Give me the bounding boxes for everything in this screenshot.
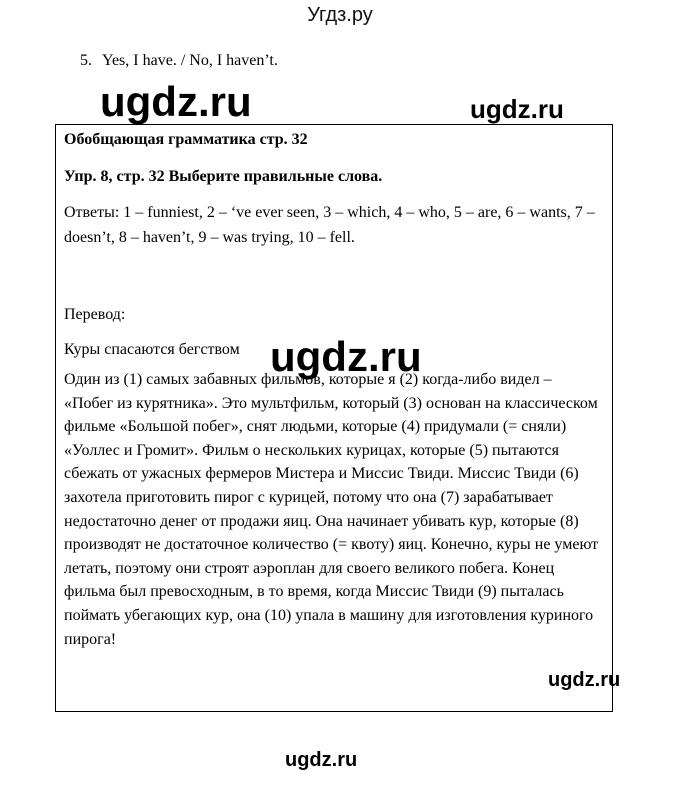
watermark-logo: ugdz.ru	[285, 749, 358, 771]
answers-text: Ответы: 1 – funniest, 2 – ‘ve ever seen, 3 – which, 4 – who, 5 – are, 6 – wants, 7 – doesn’t, 8 – haven’t, 9 – was trying, 10 – fell.	[64, 204, 595, 246]
watermark-logo: ugdz.ru	[100, 78, 252, 125]
answer-box	[55, 124, 613, 712]
previous-answer-text: Yes, I have. / No, I haven’t.	[102, 52, 278, 69]
watermark-logo: ugdz.ru	[548, 669, 621, 691]
translation-heading: Куры спасаются бегством	[64, 341, 240, 358]
watermark-logo: ugdz.ru	[270, 333, 422, 380]
watermark-logo: ugdz.ru	[470, 94, 564, 124]
translation-label: Перевод:	[64, 306, 126, 323]
translation-body: Один из (1) самых забавных фильмов, которые я (2) когда-либо видел – «Побег из курятника». Это мультфильм, который (3) основан на классическом фильме «Большой побег», снят людьми, которые (4) придумали (= сняли) «Уоллес и Громит». Фильм о нескольких курицах, которые (5) пытаются сбежать от ужасных фермеров Мистера и Миссис Твиди. Миссис Твиди (6) захотела приготовить пирог с курицей, потому что она (7) зарабатывает недостаточно денег от продажи яиц. Она начинает убивать кур, которые (8) производят не достаточное количество (= квоту) яиц. Конечно, куры не умеют летать, поэтому они строят аэроплан для своего великого побега. Конец фильма был превосходным, в то время, когда Миссис Твиди (9) пыталась поймать убегающих кур, она (10) упала в машину для изготовления куриного пирога!	[64, 371, 599, 648]
previous-answer-item	[80, 52, 278, 70]
exercise-title: Упр. 8, стр. 32 Выберите правильные слова.	[64, 168, 383, 185]
section-title: Обобщающая грамматика стр. 32	[64, 131, 308, 148]
site-title: Угдз.ру	[307, 4, 373, 26]
previous-answer-number: 5.	[80, 52, 92, 69]
